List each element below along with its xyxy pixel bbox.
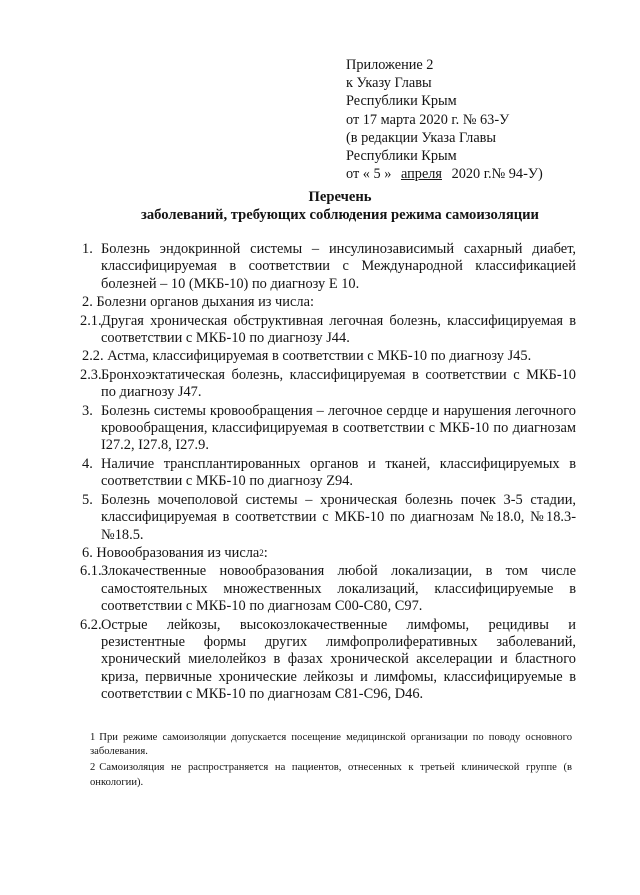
footnote-ref: 2 — [259, 547, 264, 558]
list-item — [82, 348, 576, 365]
attachment-line-5: (в редакции Указа Главы — [346, 129, 497, 146]
item-text: Злокачественные новообразования любой локализации, в том числе самостоятельных множественных локализаций, классифицируемые в соответствии с МКБ-10 по диагнозам С00-С80, С97. — [101, 563, 576, 615]
footnote-text: При режиме самоизоляции допускается посещение медицинской организации по поводу основного заболевания. — [90, 732, 572, 758]
document-heading: Перечень — [308, 189, 372, 205]
attachment-date-mid: » — [384, 166, 392, 183]
list-item — [82, 492, 576, 544]
list-item — [82, 617, 576, 704]
list-item — [82, 563, 576, 615]
item-number: 4. — [82, 455, 93, 472]
item-number: 1. — [82, 241, 93, 257]
attachment-line-3: Республики Крым — [346, 93, 457, 110]
attachment-date-day: 5 — [373, 166, 381, 183]
attachment-block — [346, 56, 606, 183]
item-number: 6. — [82, 544, 93, 561]
item-text: Болезнь эндокринной системы – инсулинозависимый сахарный диабет, классифицируемая в соответствии с Международной классификацией болезней – 10 (МКБ-10) по диагнозу Е 10. — [101, 241, 576, 292]
item-number: 6.1. — [80, 563, 102, 580]
item-number: 2.3. — [80, 366, 102, 383]
item-text: Болезнь мочеполовой системы – хроническая болезнь почек 3-5 стадии, классифицируемая в соответствии с МКБ-10 по диагнозам №18.0, №18.3-№18.5. — [101, 491, 576, 543]
footnote — [90, 731, 572, 759]
item-text: Бронхоэктатическая болезнь, классифицируемая в соответствии с МКБ-10 по диагнозу J47. — [101, 366, 576, 401]
item-number: 6.2. — [80, 616, 102, 633]
attachment-line-7 — [346, 165, 606, 183]
list-item — [82, 367, 576, 402]
list-item — [82, 313, 576, 348]
item-text: Острые лейкозы, высокозлокачественные лимфомы, рецидивы и резистентные формы других лимфопролиферативных заболеваний, хронический миелолейкоз в фазах хронической акселерации и бластного криза, первичные хронические лейкозы и лимфомы, классифицируемые в соответствии с МКБ-10 по диагнозам С81-С96, D46. — [101, 616, 576, 703]
item-text-tail: : — [263, 544, 268, 561]
item-text: Другая хроническая обструктивная легочная болезнь, классифицируемая в соответствии с МКБ-10 по диагнозу J44. — [101, 312, 576, 347]
attachment-date-month: апреля — [400, 166, 442, 183]
list-item — [82, 403, 576, 455]
footnote-number: 2 — [90, 762, 96, 774]
item-text: Болезни органов дыхания из числа: — [96, 294, 314, 311]
footnote — [90, 761, 572, 789]
item-number: 2.1. — [80, 312, 102, 329]
attachment-date-suffix: 2020 г.№ 94-У) — [451, 166, 543, 183]
footnote-text: Самоизоляция не распространяется на пациентов, отнесенных к третьей клинической группе (в онкологии). — [90, 762, 572, 788]
attachment-line-2: к Указу Главы — [346, 75, 432, 92]
list-item — [82, 241, 576, 293]
document-subheading: заболеваний, требующих соблюдения режима самоизоляции — [141, 207, 539, 223]
attachment-date-prefix: от « — [346, 166, 370, 183]
item-text: Наличие трансплантированных органов и тканей, классифицируемых в соответствии с МКБ-10 по диагнозу Z94. — [101, 455, 576, 490]
list-item — [82, 456, 576, 491]
item-number: 5. — [82, 491, 93, 508]
attachment-line-1: Приложение 2 — [346, 57, 434, 73]
list-item — [82, 294, 576, 311]
item-text: Новообразования из числа — [96, 544, 260, 561]
item-text: Астма, классифицируемая в соответствии с МКБ-10 по диагнозу J45. — [107, 348, 532, 365]
list-item — [82, 545, 576, 562]
item-number: 2.2. — [82, 348, 104, 365]
footnote-number: 1 — [90, 732, 96, 743]
attachment-line-6: Республики Крым — [346, 148, 457, 165]
item-text: Болезнь системы кровообращения – легочное сердце и нарушения легочного кровообращения, классифицируемая в соответствии с МКБ-10 по диагнозам I27.2, I27.8, I27.9. — [101, 402, 576, 454]
item-number: 2. — [82, 294, 93, 311]
item-number: 3. — [82, 402, 93, 419]
attachment-line-4: от 17 марта 2020 г. № 63-У — [346, 111, 510, 128]
disease-list — [82, 241, 576, 705]
footnotes — [90, 731, 572, 792]
